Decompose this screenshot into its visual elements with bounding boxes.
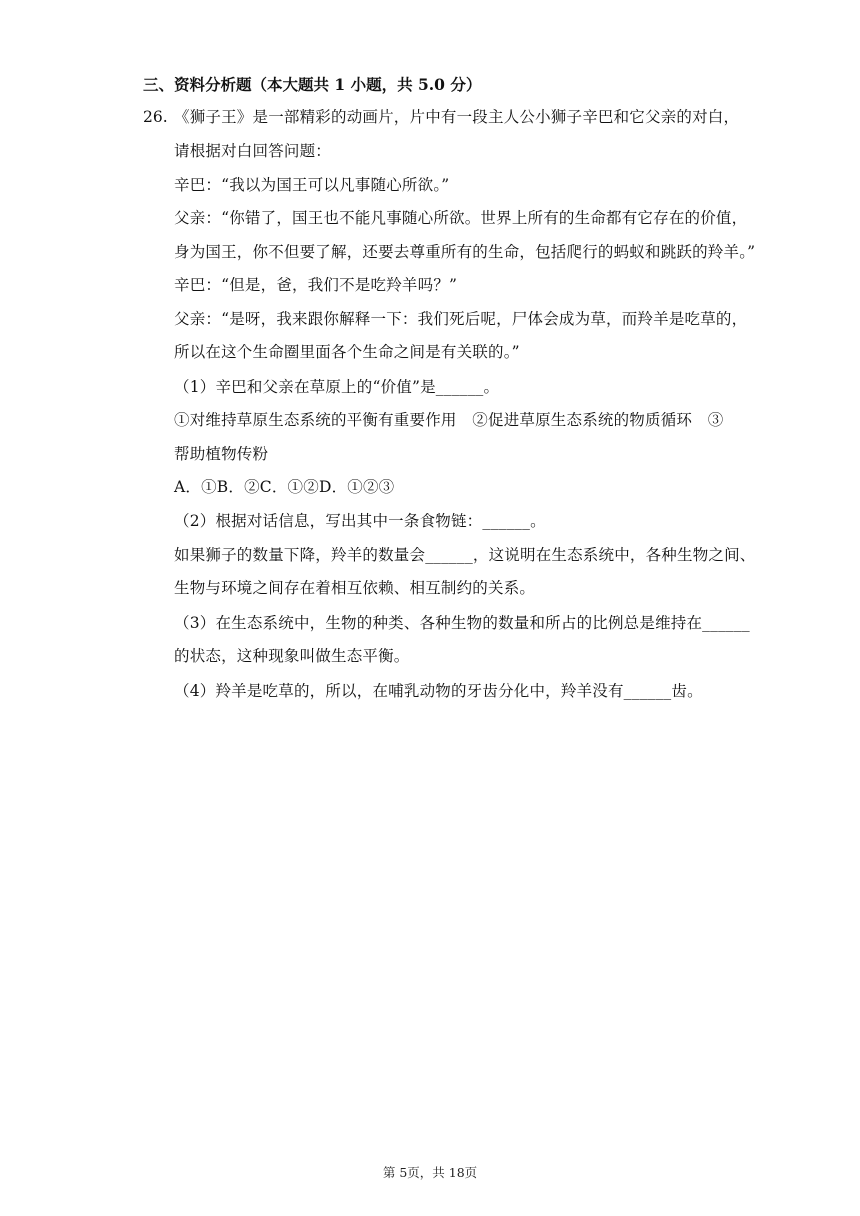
- subquestion-2: （2）根据对话信息，写出其中一条食物链：______。: [174, 512, 546, 530]
- subquestion-2-text: 如果狮子的数量下降，羚羊的数量会______，这说明在生态系统中，各种生物之间、: [174, 546, 756, 564]
- question-line: 请根据对白回答问题：: [174, 142, 332, 160]
- page-footer: 第 5页，共 18页: [382, 1165, 478, 1180]
- answer-choices: A．①B．②C．①②D．①②③: [174, 478, 395, 496]
- subquestion-1: （1）辛巴和父亲在草原上的“价值”是______。: [174, 378, 500, 396]
- option-statements: ①对维持草原生态系统的平衡有重要作用 ②促进草原生态系统的物质循环 ③: [174, 411, 724, 429]
- dialogue-line: 辛巴：“但是，爸，我们不是吃羚羊吗？”: [174, 276, 458, 294]
- subquestion-3-text: 的状态，这种现象叫做生态平衡。: [174, 647, 410, 665]
- dialogue-line: 父亲：“是呀，我来跟你解释一下：我们死后呢，尸体会成为草，而羚羊是吃草的，: [174, 310, 748, 328]
- option-statements-cont: 帮助植物传粉: [174, 445, 269, 463]
- dialogue-line: 辛巴：“我以为国王可以凡事随心所欲。”: [174, 176, 450, 194]
- subquestion-2-text: 生物与环境之间存在着相互依赖、相互制约的关系。: [174, 579, 536, 597]
- section-title: 三、资料分析题（本大题共 1 小题，共 5.0 分）: [143, 75, 482, 94]
- subquestion-3: （3）在生态系统中，生物的种类、各种生物的数量和所占的比例总是维持在______: [174, 614, 750, 632]
- dialogue-line: 所以在这个生命圈里面各个生命之间是有关联的。”: [174, 343, 520, 361]
- question-line: 《狮子王》是一部精彩的动画片，片中有一段主人公小狮子辛巴和它父亲的对白，: [174, 108, 740, 126]
- subquestion-4: （4）羚羊是吃草的，所以，在哺乳动物的牙齿分化中，羚羊没有______齿。: [174, 682, 703, 700]
- dialogue-line: 父亲：“你错了，国王也不能凡事随心所欲。世界上所有的生命都有它存在的价值，: [174, 209, 748, 227]
- question-number: 26.: [143, 108, 168, 126]
- dialogue-line: 身为国王，你不但要了解，还要去尊重所有的生命，包括爬行的蚂蚁和跳跃的羚羊。”: [174, 243, 756, 261]
